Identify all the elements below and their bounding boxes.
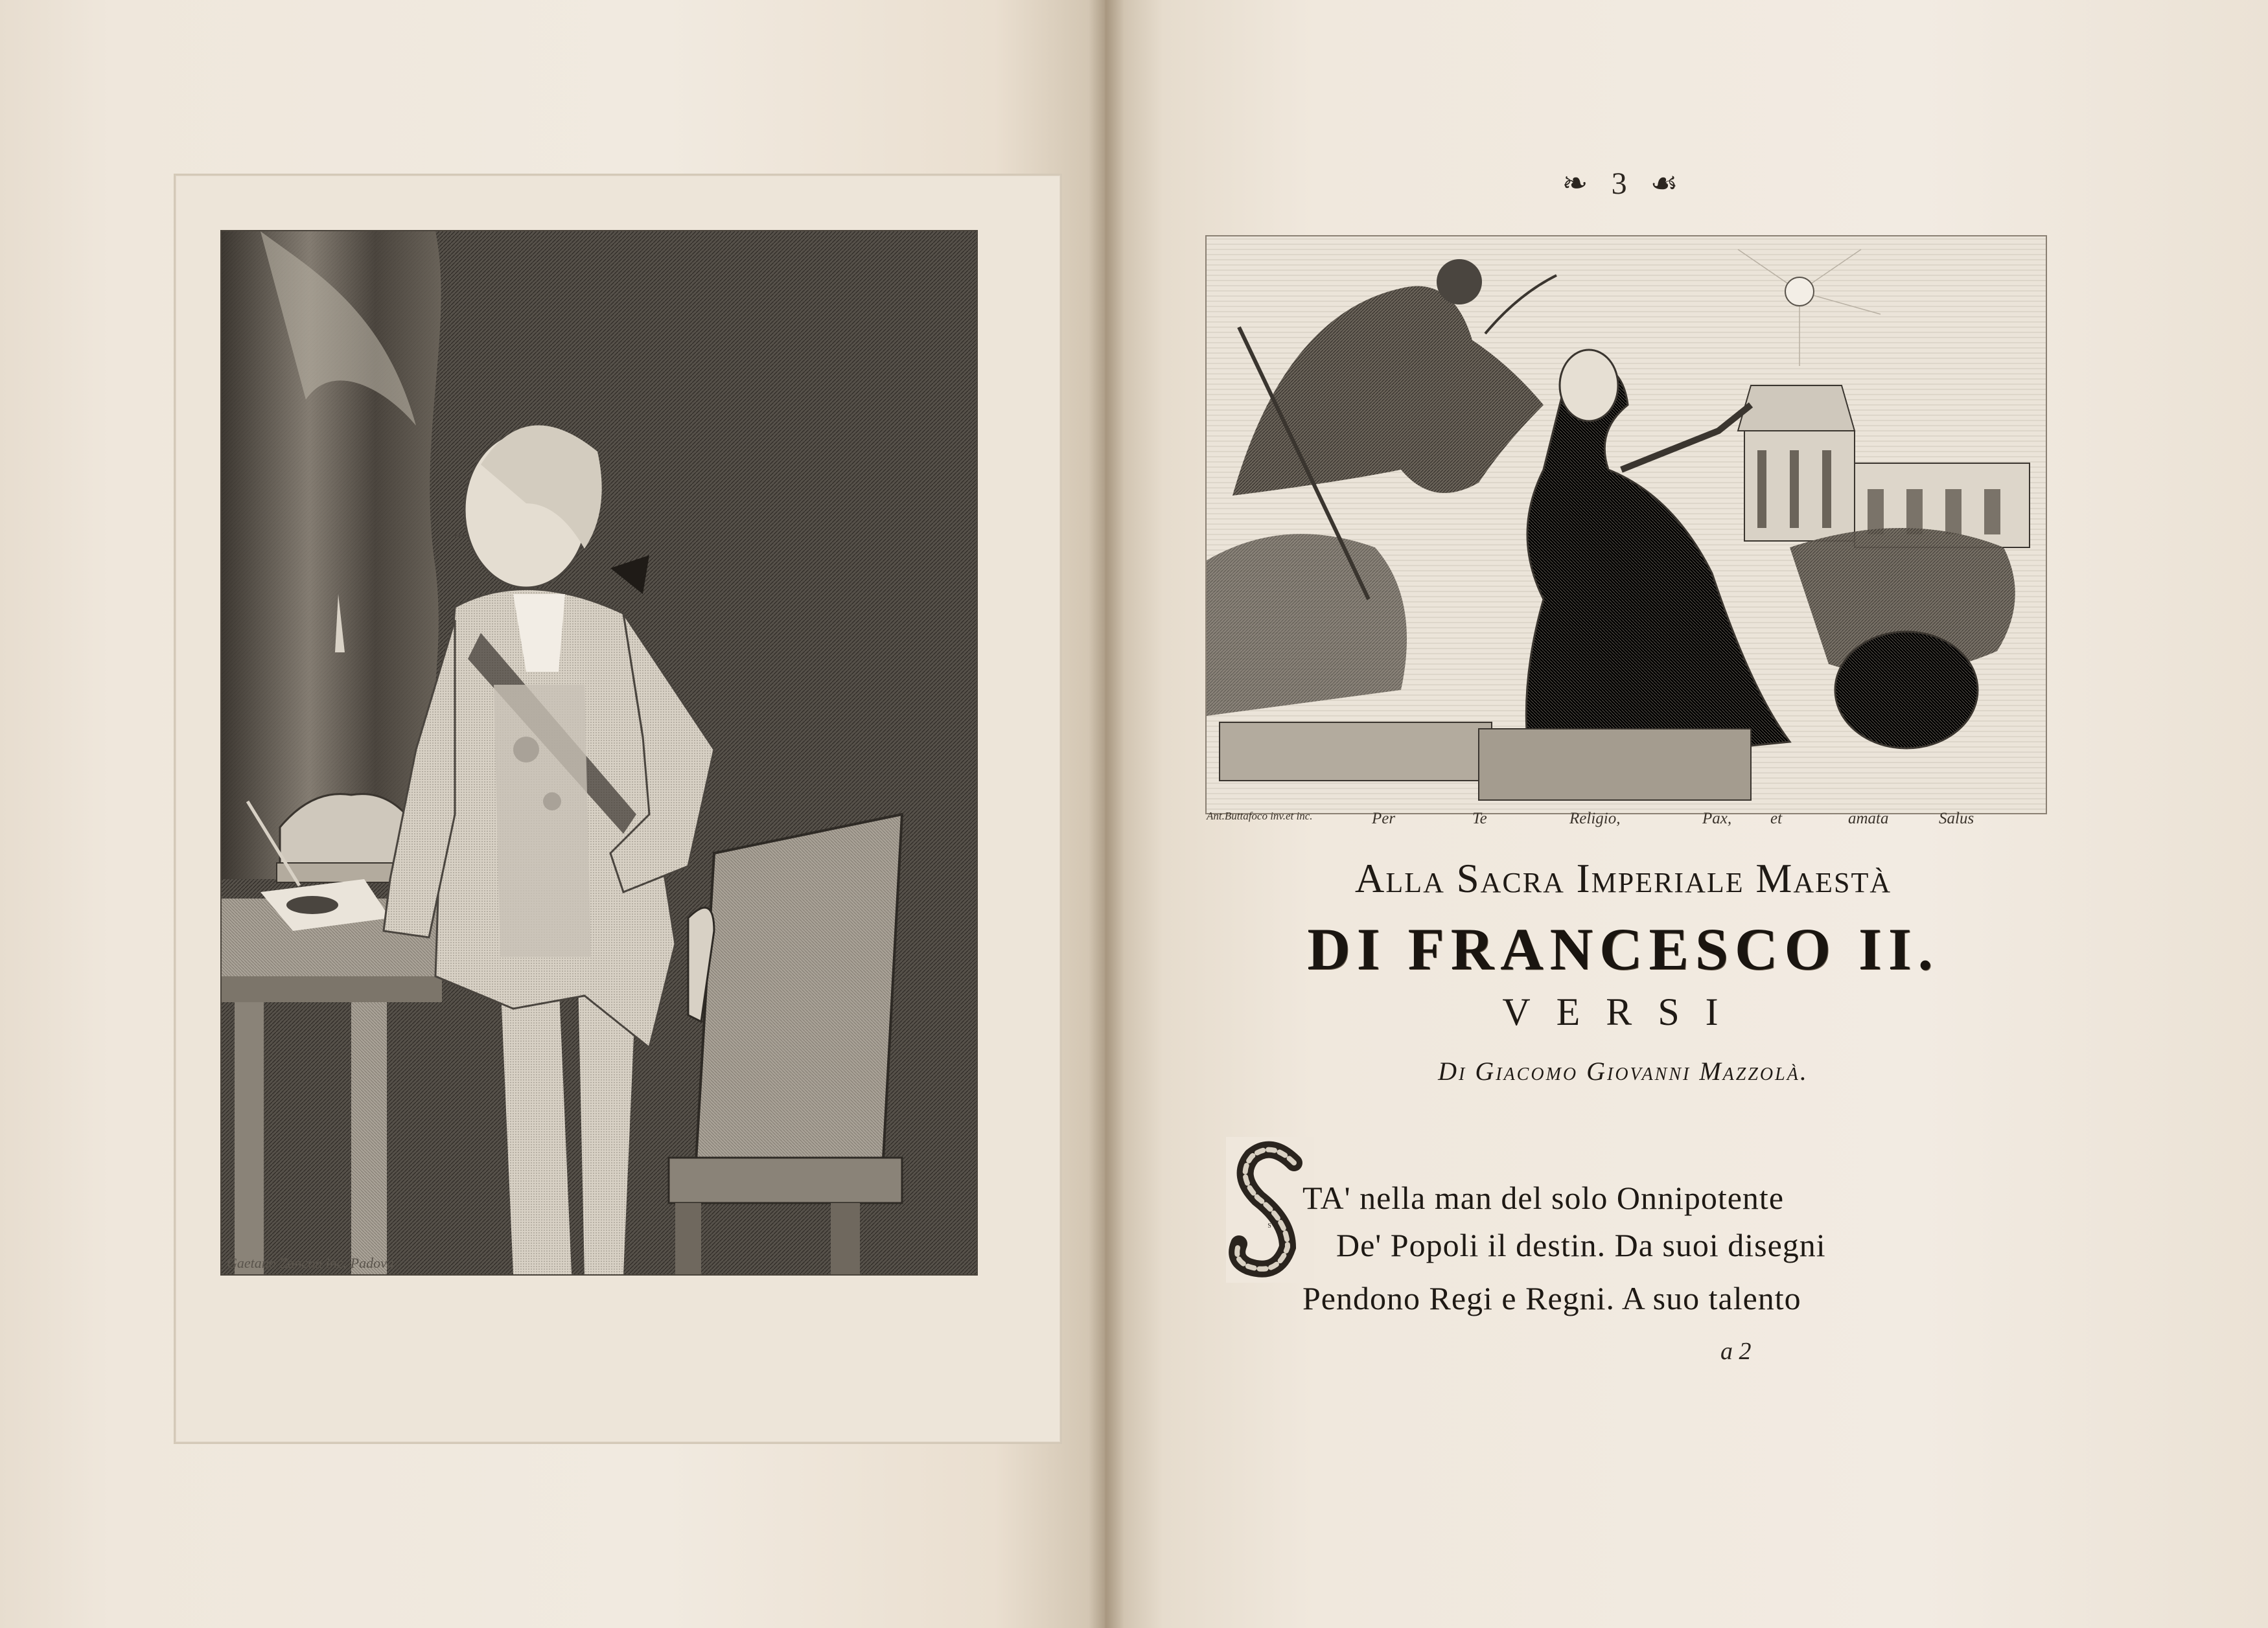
author-line: Di Giacomo Giovanni Mazzolà. (1438, 1057, 1809, 1086)
vignette-caption (1207, 810, 2046, 829)
verse-line: De' Popoli il destin. Da suoi disegni (1336, 1227, 1826, 1263)
vignette-engraver: Ant.Buttafoco inv.et inc. (1207, 810, 1313, 822)
engraver-credit: Gaetano Zancon inc. Padova (227, 1255, 394, 1271)
verse-line: TA' nella man del solo Onnipotente (1302, 1180, 1785, 1216)
subtitle-versi: VERSI (1502, 991, 1744, 1033)
dedication-line: Alla Sacra Imperiale Maestà (1354, 856, 1892, 901)
caption-word: Te (1472, 810, 1487, 827)
royal-name: DI FRANCESCO II. (1307, 916, 1939, 982)
caption-word: amata (1848, 810, 1889, 827)
caption-word: Per (1372, 810, 1396, 827)
allegorical-vignette (1205, 235, 2047, 814)
page-number-value: 3 (1611, 166, 1627, 201)
portrait-engraving (220, 230, 978, 1276)
left-page (0, 0, 1105, 1628)
drop-cap (1226, 1137, 1313, 1283)
signature-mark: a 2 (1720, 1338, 1752, 1365)
caption-word: et (1770, 810, 1783, 827)
page-number (1549, 165, 1691, 201)
verse-line: Pendono Regi e Regni. A suo talento (1302, 1280, 1801, 1316)
caption-word: Salus (1939, 810, 1974, 827)
ornament-left: ❧ (1562, 166, 1588, 201)
book-gutter (1089, 0, 1124, 1628)
drop-cap-letter: S (1267, 1222, 1271, 1230)
caption-word: Religio, (1569, 810, 1621, 827)
ornament-right: ☙ (1650, 166, 1678, 201)
caption-word: Pax, (1702, 810, 1732, 827)
